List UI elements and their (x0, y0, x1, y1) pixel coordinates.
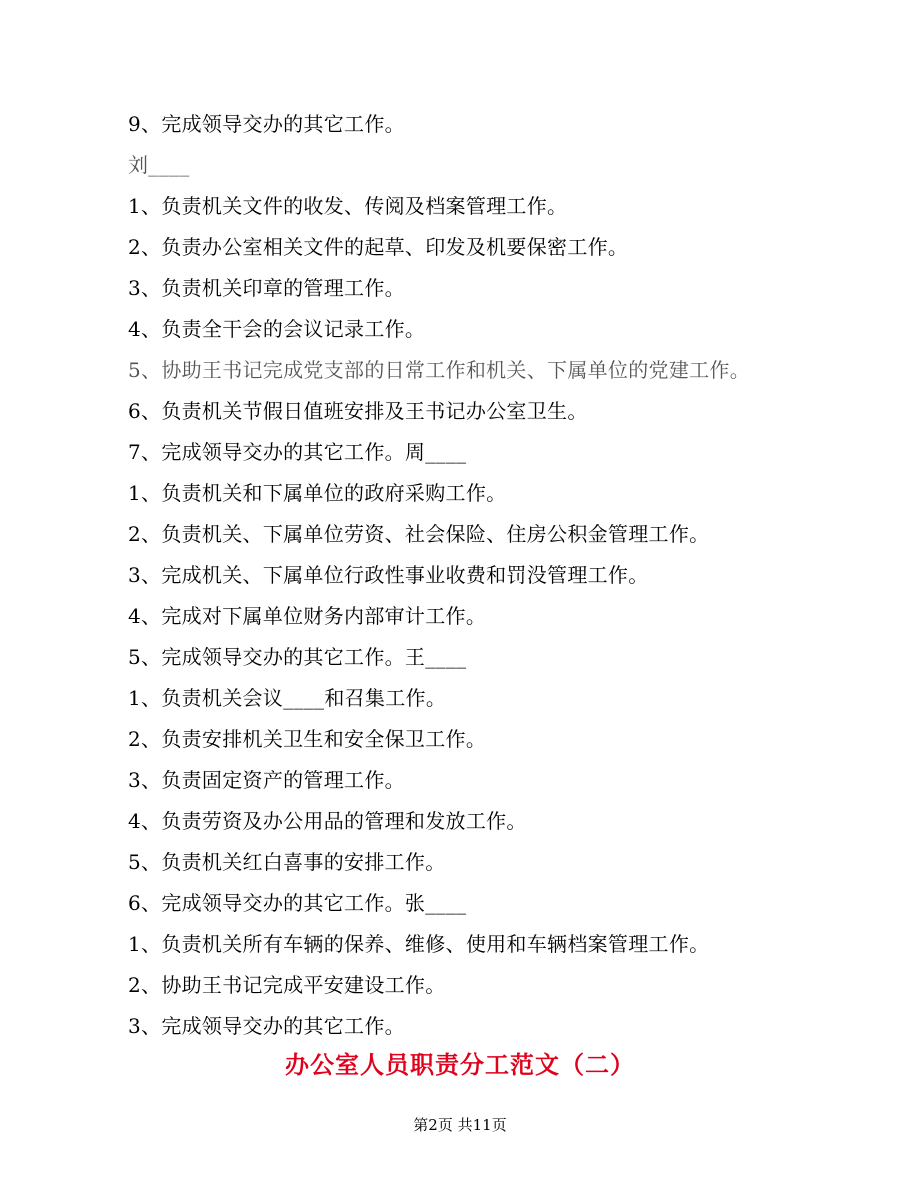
text-line: 1、负责机关文件的收发、传阅及档案管理工作。 (128, 194, 568, 218)
text-line: 1、负责机关所有车辆的保养、维修、使用和车辆档案管理工作。 (128, 932, 710, 956)
text-line: 1、负责机关和下属单位的政府采购工作。 (128, 481, 507, 505)
section-heading: 办公室人员职责分工范文（二） (285, 1050, 635, 1079)
text-line: 2、负责办公室相关文件的起草、印发及机要保密工作。 (128, 235, 629, 259)
text-line: 1、负责机关会议____和召集工作。 (128, 686, 447, 710)
text-line: 4、完成对下属单位财务内部审计工作。 (128, 604, 487, 628)
text-line: 6、负责机关节假日值班安排及王书记办公室卫生。 (128, 399, 588, 423)
text-line: 5、协助王书记完成党支部的日常工作和机关、下属单位的党建工作。 (128, 358, 751, 382)
text-line: 7、完成领导交办的其它工作。周____ (128, 440, 467, 464)
text-line: 2、协助王书记完成平安建设工作。 (128, 973, 446, 997)
text-line: 4、负责全干会的会议记录工作。 (128, 317, 426, 341)
text-line: 9、完成领导交办的其它工作。 (128, 112, 405, 136)
text-line: 4、负责劳资及办公用品的管理和发放工作。 (128, 809, 527, 833)
text-line: 刘____ (128, 153, 190, 177)
text-line: 6、完成领导交办的其它工作。张____ (128, 891, 467, 915)
text-line: 3、完成领导交办的其它工作。 (128, 1014, 405, 1038)
text-line: 3、完成机关、下属单位行政性事业收费和罚没管理工作。 (128, 563, 649, 587)
text-line: 2、负责安排机关卫生和安全保卫工作。 (128, 727, 487, 751)
text-line: 3、负责固定资产的管理工作。 (128, 768, 405, 792)
text-line: 5、负责机关红白喜事的安排工作。 (128, 850, 446, 874)
text-line: 5、完成领导交办的其它工作。王____ (128, 645, 467, 669)
text-line: 3、负责机关印章的管理工作。 (128, 276, 405, 300)
text-line: 2、负责机关、下属单位劳资、社会保险、住房公积金管理工作。 (128, 522, 710, 546)
page-number-footer: 第2页 共11页 (413, 1116, 507, 1134)
